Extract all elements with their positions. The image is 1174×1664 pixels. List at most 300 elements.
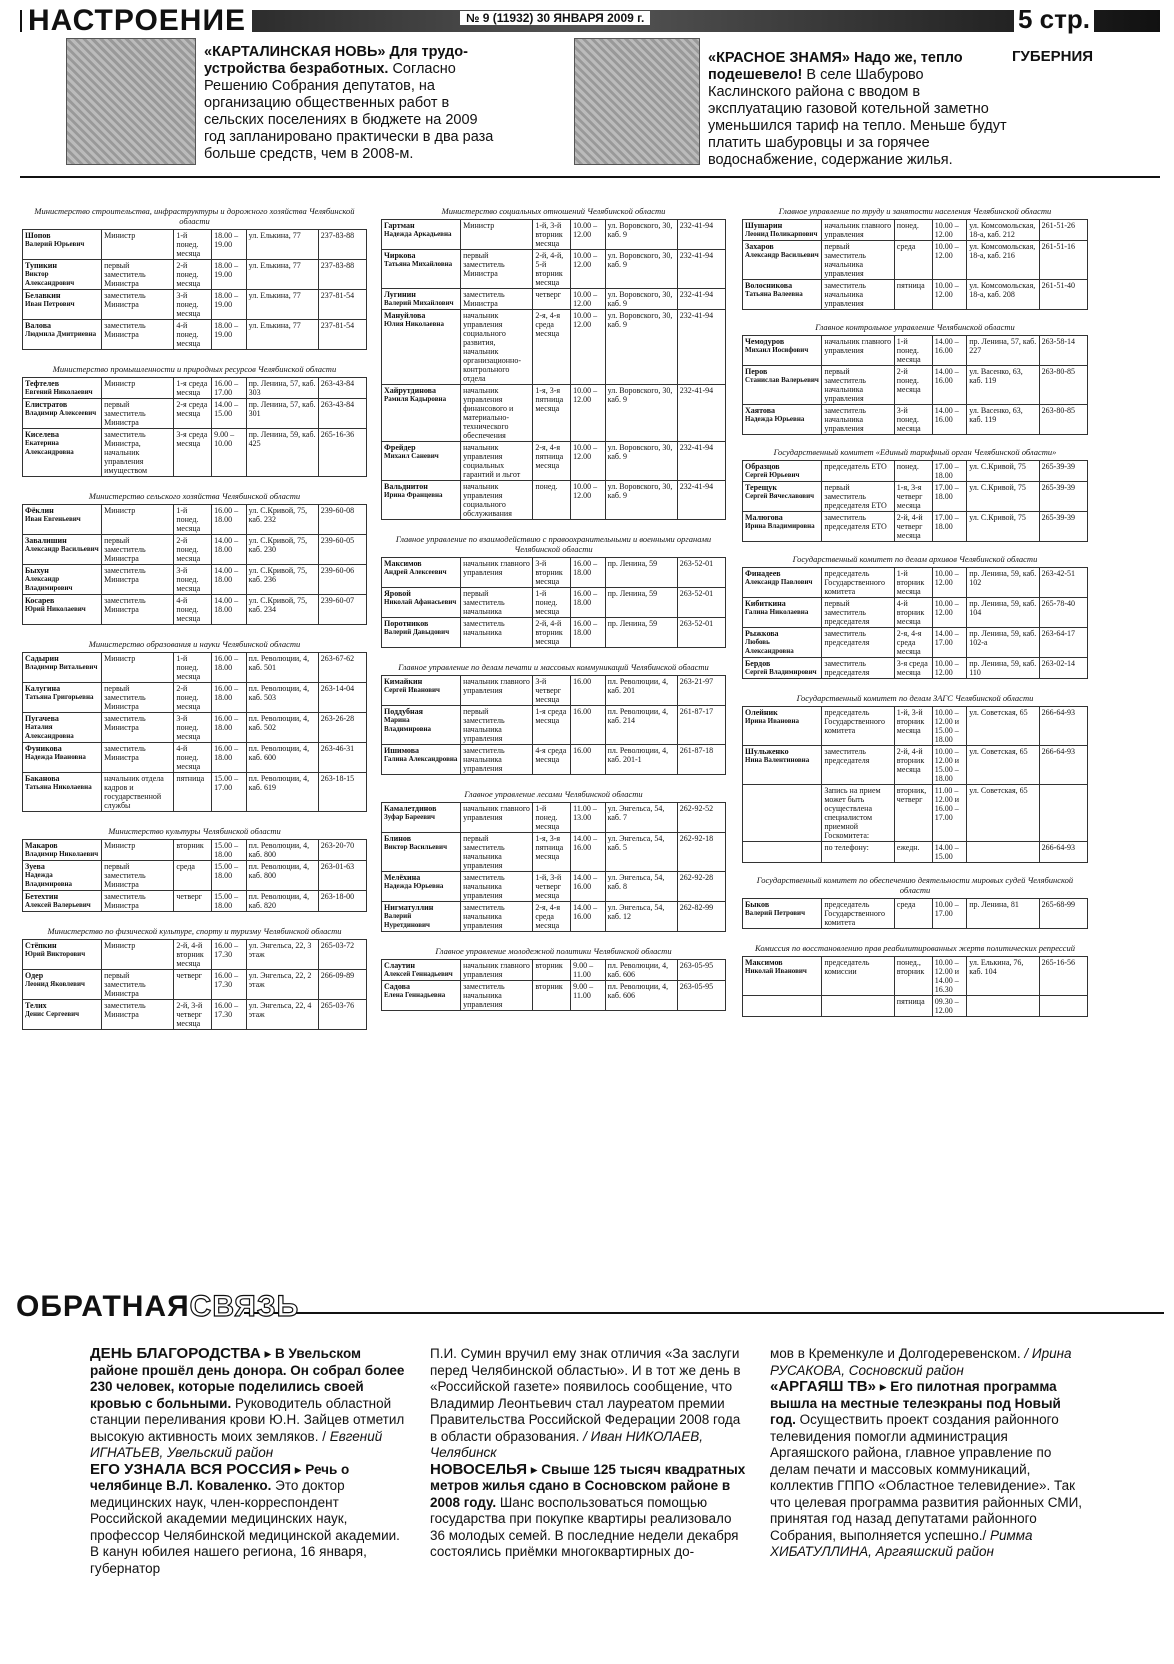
surname: Шушарин — [745, 221, 783, 230]
time-cell: 16.00 – 18.00 — [212, 683, 246, 713]
directory-table — [742, 219, 1088, 310]
position-cell: начальник главного управления — [461, 558, 533, 588]
table-row — [23, 399, 367, 429]
time-cell: 14.00 – 16.00 — [932, 366, 967, 405]
given-names: Валерий Петрович — [745, 909, 806, 917]
official-name-cell — [23, 940, 102, 970]
day-cell: 1-я среда месяца — [174, 378, 212, 399]
position-cell: первый заместитель Министра — [102, 399, 174, 429]
table-title: Министерство промышленности и природных ресурсов Челябинской области — [52, 364, 337, 374]
phone-cell: 263-67-62 — [318, 653, 366, 683]
table-row — [23, 683, 367, 713]
surname: Рыжкова — [745, 629, 779, 638]
column-1 — [22, 206, 367, 1030]
phone-cell: 262-92-52 — [677, 803, 725, 833]
time-cell: 14.00 – 15.00 — [212, 399, 246, 429]
surname: Белавкин — [25, 291, 61, 300]
phone-cell: 239-60-06 — [318, 565, 366, 595]
phone-cell: 265-68-99 — [1039, 899, 1087, 929]
address-cell: ул. Воровского, 30, каб. 9 — [605, 442, 677, 481]
surname: Лугинин — [384, 290, 416, 299]
time-cell: 10.00 – 12.00 — [932, 568, 967, 598]
official-name-cell — [23, 320, 102, 350]
position-cell: Министр — [102, 505, 174, 535]
given-names: Галина Александровна — [384, 755, 458, 763]
given-names: Алексей Геннадьевич — [384, 970, 453, 978]
directory-table — [742, 706, 1088, 863]
rubric: ГУБЕРНИЯ — [1012, 48, 1094, 65]
day-cell: 4-й понед. месяца — [174, 320, 212, 350]
official-name-cell — [743, 220, 822, 241]
surname: Малюгова — [745, 513, 783, 522]
surname: Калугина — [25, 684, 61, 693]
table-row — [743, 707, 1088, 746]
address-cell: пр. Ленина, 59, каб. 110 — [967, 658, 1039, 679]
address-cell: ул. Воровского, 30, каб. 9 — [605, 289, 677, 310]
phone-cell: 263-05-95 — [677, 960, 725, 981]
table-row — [23, 861, 367, 891]
phone-cell: 265-16-56 — [1039, 957, 1087, 996]
table-row — [23, 429, 367, 477]
phone-cell: 263-42-51 — [1039, 568, 1087, 598]
phone-cell: 266-64-93 — [1039, 746, 1087, 785]
feedback-column-2: П.И. Сумин вручил ему знак отличия «За заслуги перед Челябинской областью». И в тот же день в «Российской газете» появилось сообщение, что Владимир Леонтьевич стал лауреатом премии Правительства Российской Федерации 2008 года в области образования. / Иван НИКОЛАЕВ, Челябинск НОВОСЕЛЬЯ ▸ Свыше 125 тысяч квадратных метров жилья сдано в Сосновском районе в 2008 году. Шанс воспользоваться помощью государства при покупке квартиры реализовало 36 молодых семей. В последние недели декабря состоялись приёмки многоквартирных до- — [430, 1346, 746, 1559]
phone-cell: 266-09-89 — [318, 970, 366, 1000]
news-source: «КАРТАЛИНСКАЯ НОВЬ» — [204, 44, 386, 60]
time-cell: 17.00 – 18.00 — [932, 461, 967, 482]
day-cell: 2-й понед. месяца — [174, 260, 212, 290]
given-names: Надежда Ивановна — [25, 753, 86, 761]
time-cell: 9.00 – 11.00 — [571, 960, 605, 981]
surname: Чиркова — [384, 251, 416, 260]
official-name-cell — [23, 861, 102, 891]
surname: Кимайкин — [384, 677, 423, 686]
day-cell: 2-я, 4-я среда месяца — [533, 902, 571, 932]
address-cell: пл. Революции, 4, каб. 600 — [246, 743, 318, 773]
feedback-column-3: мов в Кременкуле и Долгодеревенском. / Ирина РУСАКОВА, Сосновский район «АРГАЯШ ТВ» ▸ Его пилотная программа вышла на местные телеэкраны под Новый год. Осуществить проект создания районного телевидения помогли администрация Аргаяшского района, главное управление по делам печати и массовых коммуникаций, коллектив ГППО «Областное телевидение». Так что целевая программа развития районных СМИ, принятая год назад депутатами районного Собрания, выполняется успешно./ Римма ХИБАТУЛЛИНА, Аргаяшский район — [770, 1346, 1083, 1559]
time-cell: 10.00 – 12.00 — [571, 250, 605, 289]
directory-table-block — [381, 789, 726, 932]
day-cell: 2-й, 4-й вторник месяца — [894, 746, 932, 785]
table-row — [23, 378, 367, 399]
phone-cell: 232-41-94 — [677, 385, 725, 442]
position-cell: первый заместитель начальника управления — [822, 366, 894, 405]
address-cell: ул. Воровского, 30, каб. 9 — [605, 481, 677, 520]
given-names: Николай Афанасьевич — [384, 598, 457, 606]
position-cell: заместитель председателя — [822, 746, 894, 785]
feedback-column-1: ДЕНЬ БЛАГОРОДСТВА ▸ В Увельском районе прошёл день донора. Он собрал более 230 человек, которые поделились своей кровью с больными. Руководитель областной станции переливания крови Ю.Н. Зайцев отметил высокую активность моих земляков. / Евгений ИГНАТЬЕВ, Увельский район ЕГО УЗНАЛА ВСЯ РОССИЯ ▸ Речь о челябинце В.Л. Коваленко. Это доктор медицинских наук, член-корреспондент Российской академии медицинских наук, профессор Челябинской медицинской академии. В канун юбилея нашего региона, 16 января, губернатор — [90, 1345, 405, 1576]
table-row — [382, 289, 726, 310]
given-names: Виктор Васильевич — [384, 843, 448, 851]
surname: Телих — [25, 1001, 47, 1010]
position-cell: заместитель начальника управления — [822, 280, 894, 310]
official-name-cell — [23, 535, 102, 565]
address-cell: ул. С.Кривой, 75, каб. 232 — [246, 505, 318, 535]
given-names: Михаил Саневич — [384, 452, 439, 460]
table-row — [23, 1000, 367, 1030]
position-cell: заместитель Министра — [102, 743, 174, 773]
table-row — [743, 899, 1088, 929]
time-cell: 10.00 – 12.00 и 14.00 – 16.30 — [932, 957, 967, 996]
table-row — [382, 310, 726, 385]
position-cell: заместитель начальника — [461, 618, 533, 648]
table-row — [23, 565, 367, 595]
given-names: Елена Геннадьевна — [384, 991, 446, 999]
surname: Бетехтин — [25, 892, 59, 901]
position-cell: Министр — [102, 840, 174, 861]
day-cell: 2-й понед. месяца — [174, 535, 212, 565]
address-cell: пл. Революции, 4, каб. 214 — [605, 706, 677, 745]
day-cell: 1-я среда месяца — [533, 706, 571, 745]
given-names: Александр Владимирович — [25, 575, 73, 592]
official-name-cell — [23, 505, 102, 535]
surname: Чемодуров — [745, 337, 785, 346]
phone-cell: 232-41-94 — [677, 442, 725, 481]
address-cell: ул. Комсомольская, 18-а, каб. 208 — [967, 280, 1039, 310]
phone-cell: 263-43-84 — [318, 399, 366, 429]
time-cell: 15.00 – 17.00 — [212, 773, 246, 812]
table-row — [23, 840, 367, 861]
given-names: Николай Иванович — [745, 967, 807, 975]
official-name-cell — [382, 872, 461, 902]
day-cell: 1-й понед. месяца — [174, 653, 212, 683]
official-name-cell — [382, 981, 461, 1011]
table-title: Министерство сельского хозяйства Челябинской области — [88, 491, 301, 501]
phone-cell: 261-51-26 — [1039, 220, 1087, 241]
official-name-cell — [743, 899, 822, 929]
address-cell: ул. Елькина, 77 — [246, 290, 318, 320]
item-author: Евгений ИГНАТЬЕВ, Увельский район — [90, 1428, 383, 1460]
item-author: / Ирина РУСАКОВА, Сосновский район — [770, 1346, 1072, 1378]
official-name-cell — [743, 785, 822, 842]
time-cell: 10.00 – 12.00 — [571, 220, 605, 250]
day-cell: 2-й, 4-й вторник месяца — [533, 618, 571, 648]
address-cell: пл. Революции, 4, каб. 820 — [246, 891, 318, 912]
item-author: Римма ХИБАТУЛЛИНА, Аргаяшский район — [770, 1527, 1033, 1559]
position-cell: заместитель начальника управления — [461, 981, 533, 1011]
day-cell: четверг — [174, 970, 212, 1000]
time-cell: 10.00 – 12.00 — [571, 289, 605, 310]
time-cell: 16.00 – 18.00 — [571, 588, 605, 618]
day-cell: 2-я, 4-я пятница месяца — [533, 442, 571, 481]
table-title: Главное управление по делам печати и массовых коммуникаций Челябинской области — [398, 662, 709, 672]
position-cell: председатель Государственного комитета — [822, 568, 894, 598]
time-cell: 16.00 – 18.00 — [212, 505, 246, 535]
time-cell: 9.00 – 11.00 — [571, 981, 605, 1011]
table-title: Главное управление по взаимодействию с правоохранительными и военными органами Челябинской области — [395, 534, 712, 554]
address-cell: ул. С.Кривой, 75, каб. 236 — [246, 565, 318, 595]
item-lead: Его пилотная программа вышла на местные телеэкраны под Новый год. — [770, 1379, 1061, 1427]
time-cell: 16.00 — [571, 706, 605, 745]
position-cell: первый заместитель председателя ЕТО — [822, 482, 894, 512]
item-lead: Речь о челябинце В.Л. Коваленко. — [90, 1461, 350, 1493]
position-cell: заместитель Министра — [102, 713, 174, 743]
directory-table — [742, 335, 1088, 435]
item-text: Это доктор медицинских наук, член-корреспондент Российской академии медицинских наук, профессор Челябинской медицинской академии. В канун юбилея нашего региона, 16 января, губернатор — [90, 1478, 400, 1576]
phone-cell: 232-41-94 — [677, 289, 725, 310]
day-cell: вторник — [533, 960, 571, 981]
surname: Валова — [25, 321, 52, 330]
given-names: Михаил Иосифович — [745, 346, 809, 354]
directory-table — [381, 557, 726, 648]
official-name-cell — [23, 773, 102, 812]
feedback-heading-a: ОБРАТНАЯ — [16, 1290, 190, 1323]
phone-cell: 265-39-39 — [1039, 461, 1087, 482]
table-title: Главное контрольное управление Челябинской области — [815, 322, 1015, 332]
phone-cell: 263-14-04 — [318, 683, 366, 713]
address-cell: пр. Ленина, 81 — [967, 899, 1039, 929]
given-names: Надежда Юрьевна — [384, 882, 444, 890]
position-cell: заместитель председателя — [822, 658, 894, 679]
phone-cell: 265-78-40 — [1039, 598, 1087, 628]
directory-table-block — [22, 206, 367, 350]
day-cell: ежедн. — [894, 842, 932, 863]
item-text: Осуществить проект создания районного телевидения помогли администрация Аргаяшского района, главное управление по делам печати и массовых коммуникаций, коллектив ГППО «Областное телевидение». Так что целевая программа развития районных СМИ, принятая год назад депутатами районного Собрания, выполняется успешно./ — [770, 1412, 1083, 1543]
given-names: Леонид Яковлевич — [25, 980, 85, 988]
feedback-heading — [16, 1290, 299, 1324]
news-krasnoe-znamya — [708, 50, 1008, 169]
given-names: Сергей Юрьевич — [745, 471, 800, 479]
surname: Хайрутдинова — [384, 386, 436, 395]
time-cell: 16.00 — [571, 745, 605, 775]
surname: Вальднитон — [384, 482, 428, 491]
directory-table-block — [742, 206, 1088, 310]
directory-table — [381, 675, 726, 775]
position-cell: первый заместитель председателя — [822, 598, 894, 628]
time-cell: 16.00 – 18.00 — [571, 558, 605, 588]
table-row — [23, 505, 367, 535]
address-cell: пр. Ленина, 57, каб. 303 — [246, 378, 318, 399]
given-names: Владимир Николаевич — [25, 850, 99, 858]
table-row — [23, 535, 367, 565]
day-cell: 2-я, 4-я среда месяца — [533, 310, 571, 385]
address-cell: ул. Энгельса, 54, каб. 12 — [605, 902, 677, 932]
position-cell: Министр — [102, 653, 174, 683]
official-name-cell — [743, 241, 822, 280]
official-name-cell — [23, 595, 102, 625]
given-names: Людмила Дмитриевна — [25, 330, 97, 338]
day-cell: 2-й понед. месяца — [174, 683, 212, 713]
table-title: Комиссия по восстановлению прав реабилитированных жертв политических репрессий — [755, 943, 1075, 953]
day-cell: среда — [174, 861, 212, 891]
surname: Олейник — [745, 708, 778, 717]
given-names: Александр Васильевич — [25, 545, 99, 553]
phone-cell: 232-41-94 — [677, 220, 725, 250]
directory-table-block — [381, 206, 726, 520]
position-cell: первый заместитель Министра — [102, 970, 174, 1000]
phone-cell: 265-39-39 — [1039, 482, 1087, 512]
official-name-cell — [382, 618, 461, 648]
phone-cell: 263-52-01 — [677, 588, 725, 618]
phone-cell: 262-92-28 — [677, 872, 725, 902]
time-cell: 16.00 – 17.00 — [212, 378, 246, 399]
official-name-cell — [23, 230, 102, 260]
surname: Максимов — [745, 958, 783, 967]
table-title: Главное управление молодежной политики Челябинской области — [435, 946, 672, 956]
official-name-cell — [743, 996, 822, 1017]
day-cell: 4-я среда месяца — [533, 745, 571, 775]
position-cell: председатель Государственного комитета — [822, 707, 894, 746]
table-row — [382, 872, 726, 902]
table-row — [23, 713, 367, 743]
table-row — [23, 595, 367, 625]
official-name-cell — [382, 833, 461, 872]
table-title: Министерство строительства, инфраструктуры и дорожного хозяйства Челябинской области — [34, 206, 355, 226]
address-cell: пл. Революции, 4, каб. 502 — [246, 713, 318, 743]
official-name-cell — [382, 385, 461, 442]
given-names: Юрий Николаевич — [25, 605, 86, 613]
position-cell: Министр — [102, 378, 174, 399]
official-name-cell — [382, 588, 461, 618]
item-title: ДЕНЬ БЛАГОРОДСТВА — [90, 1345, 261, 1362]
table-row — [382, 385, 726, 442]
directory-table-block — [22, 826, 367, 912]
phone-cell: 261-51-16 — [1039, 241, 1087, 280]
table-row — [23, 940, 367, 970]
official-name-cell — [23, 653, 102, 683]
surname: Гартман — [384, 221, 415, 230]
surname: Поддубная — [384, 707, 423, 716]
address-cell: пл. Революции, 4, каб. 201-1 — [605, 745, 677, 775]
surname: Нигматуллин — [384, 903, 434, 912]
given-names: Любовь Александровна — [745, 638, 794, 655]
day-cell: понед. — [533, 481, 571, 520]
page-number: 5 стр. — [1014, 4, 1094, 35]
official-name-cell — [23, 290, 102, 320]
position-cell: председатель Государственного комитета — [822, 899, 894, 929]
table-row — [382, 960, 726, 981]
column-3 — [742, 206, 1088, 1017]
photo-building — [66, 38, 196, 165]
surname: Фуникова — [25, 744, 62, 753]
phone-cell: 263-26-28 — [318, 713, 366, 743]
issue-line: № 9 (11932) 30 ЯНВАРЯ 2009 г. — [460, 11, 650, 25]
surname: Камалетдинов — [384, 804, 437, 813]
given-names: Владимир Алексеевич — [25, 409, 97, 417]
day-cell: 3-й вторник месяца — [533, 558, 571, 588]
time-cell: 14.00 – 15.00 — [932, 842, 967, 863]
given-names: Иван Евгеньевич — [25, 515, 81, 523]
given-names: Андрей Алексеевич — [384, 568, 447, 576]
address-cell: пл. Революции, 4, каб. 606 — [605, 960, 677, 981]
time-cell: 16.00 – 17.30 — [212, 970, 246, 1000]
directory-table-block — [742, 554, 1088, 679]
time-cell: 15.00 – 18.00 — [212, 840, 246, 861]
position-cell: начальник главного управления — [822, 220, 894, 241]
feedback-heading-b: СВЯЗЬ — [189, 1290, 300, 1323]
surname: Садова — [384, 982, 410, 991]
time-cell: 18.00 – 19.00 — [212, 260, 246, 290]
table-row — [743, 336, 1088, 366]
table-title: Министерство культуры Челябинской области — [108, 826, 281, 836]
time-cell: 14.00 – 18.00 — [212, 535, 246, 565]
address-cell: ул. Советская, 65 — [967, 707, 1039, 746]
time-cell: 10.00 – 12.00 — [571, 481, 605, 520]
position-cell: первый заместитель Министра — [102, 260, 174, 290]
phone-cell: 263-52-01 — [677, 558, 725, 588]
table-row — [23, 743, 367, 773]
given-names: Рамиля Кадыровна — [384, 395, 447, 403]
news-source: «КРАСНОЕ ЗНАМЯ» — [708, 50, 850, 66]
phone-cell: 266-64-93 — [1039, 707, 1087, 746]
surname: Косарев — [25, 596, 55, 605]
directory-table — [742, 898, 1088, 929]
position-cell: начальник отдела кадров и государственной службы — [102, 773, 174, 812]
given-names: Надежда Юрьевна — [745, 415, 805, 423]
directory-table-block — [742, 693, 1088, 863]
position-cell: начальник управления социальных гарантий и льгот — [461, 442, 533, 481]
news-kartalinskaya — [204, 44, 494, 163]
day-cell: 3-й четверг месяца — [533, 676, 571, 706]
day-cell: 1-я, 3-я четверг месяца — [894, 482, 932, 512]
directory-table — [22, 377, 367, 477]
time-cell: 16.00 — [571, 676, 605, 706]
position-cell: начальник главного управления — [461, 676, 533, 706]
position-cell: заместитель Министра — [102, 1000, 174, 1030]
address-cell: пл. Революции, 4, каб. 501 — [246, 653, 318, 683]
given-names: Татьяна Михайловна — [384, 260, 453, 268]
day-cell: 1-й, 3-й вторник месяца — [894, 707, 932, 746]
position-cell: первый заместитель начальника управления — [461, 833, 533, 872]
official-name-cell — [23, 743, 102, 773]
day-cell: 2-й, 4-й, 5-й вторник месяца — [533, 250, 571, 289]
official-name-cell — [743, 336, 822, 366]
address-cell: ул. Воровского, 30, каб. 9 — [605, 385, 677, 442]
divider — [20, 176, 1160, 178]
surname: Пугачева — [25, 714, 59, 723]
item-text: мов в Кременкуле и Долгодеревенском. — [770, 1346, 1021, 1361]
given-names: Ирина Владимировна — [745, 522, 815, 530]
position-cell: заместитель начальника управления — [461, 872, 533, 902]
phone-cell: 239-60-07 — [318, 595, 366, 625]
address-cell: ул. Елькина, 77 — [246, 320, 318, 350]
phone-cell: 237-83-88 — [318, 260, 366, 290]
time-cell: 10.00 – 12.00 — [571, 442, 605, 481]
day-cell: 3-й понед. месяца — [174, 290, 212, 320]
table-row — [382, 220, 726, 250]
official-name-cell — [23, 970, 102, 1000]
table-row — [382, 588, 726, 618]
table-row — [382, 706, 726, 745]
surname: Поротников — [384, 619, 429, 628]
address-cell: ул. Советская, 65 — [967, 785, 1039, 842]
surname: Фрейдер — [384, 443, 416, 452]
position-cell: первый заместитель Министра — [102, 861, 174, 891]
day-cell: 1-й, 3-й четверг месяца — [533, 872, 571, 902]
phone-cell: 263-18-00 — [318, 891, 366, 912]
position-cell: заместитель Министра, начальник управления имуществом — [102, 429, 174, 477]
official-name-cell — [743, 461, 822, 482]
address-cell: пр. Ленина, 57, каб. 227 — [967, 336, 1039, 366]
official-name-cell — [23, 840, 102, 861]
given-names: Марина Владимировна — [384, 716, 432, 733]
given-names: Валерий Давыдович — [384, 628, 450, 636]
table-row — [743, 746, 1088, 785]
address-cell: пл. Революции, 4, каб. 606 — [605, 981, 677, 1011]
item-title: ЕГО УЗНАЛА ВСЯ РОССИЯ — [90, 1460, 291, 1478]
address-cell: ул. Васенко, 63, каб. 119 — [967, 405, 1039, 435]
time-cell: 11.00 – 12.00 и 16.00 – 17.00 — [932, 785, 967, 842]
day-cell: 1-й понед. месяца — [894, 336, 932, 366]
table-row — [743, 241, 1088, 280]
surname: Кибиткина — [745, 599, 786, 608]
directory-table — [381, 802, 726, 932]
surname: Мануйлова — [384, 311, 426, 320]
surname: Яровой — [384, 589, 411, 598]
phone-cell: 262-82-99 — [677, 902, 725, 932]
address-cell: пр. Ленина, 59, каб. 425 — [246, 429, 318, 477]
time-cell: 15.00 – 18.00 — [212, 861, 246, 891]
